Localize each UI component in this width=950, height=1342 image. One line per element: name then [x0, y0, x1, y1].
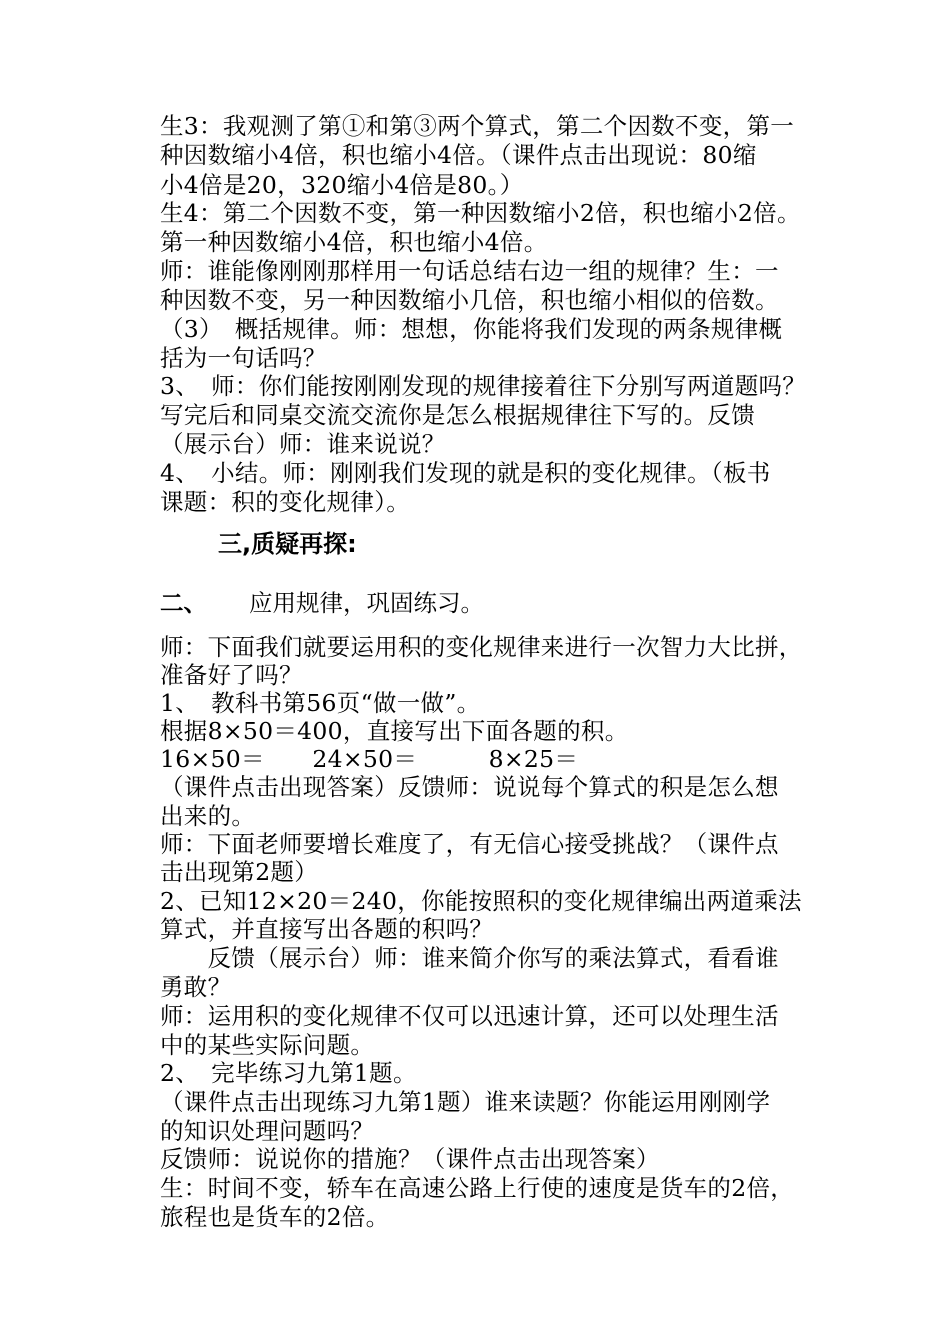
- text-line: 的知识处理问题吗？: [160, 1117, 375, 1145]
- text-line: 师：下面老师要增长难度了，有无信心接受挑战？（课件点: [160, 830, 779, 858]
- text-line: 生：时间不变，轿车在高速公路上行使的速度是货车的2倍，: [160, 1174, 795, 1202]
- text-line: 师：谁能像刚刚那样用一句话总结右边一组的规律？生：一: [160, 257, 779, 285]
- text-line: 16×50＝ 24×50＝ 8×25＝: [160, 745, 579, 773]
- section-number: 二、: [160, 589, 207, 617]
- text-line: 2、已知12×20＝240，你能按照积的变化规律编出两道乘法: [160, 887, 802, 915]
- text-line: 生3：我观测了第①和第③两个算式，第二个因数不变，第一: [160, 112, 795, 140]
- text-line: 根据8×50＝400，直接写出下面各题的积。: [160, 717, 629, 745]
- text-line: 准备好了吗？: [160, 661, 303, 689]
- text-line: 生4：第二个因数不变，第一种因数缩小2倍，积也缩小2倍。: [160, 199, 801, 227]
- text-line: 勇敢？: [160, 973, 232, 1001]
- text-line: 括为一句话吗？: [160, 344, 327, 372]
- section-title: 应用规律，巩固练习。: [249, 589, 484, 617]
- text-line: 反馈师：说说你的措施？（课件点击出现答案）: [160, 1145, 660, 1173]
- text-line: 反馈（展示台）师：谁来简介你写的乘法算式，看看谁: [160, 944, 779, 972]
- text-line: （课件点击出现练习九第1题）谁来读题？你能运用刚刚学: [160, 1088, 771, 1116]
- text-line: 师：运用积的变化规律不仅可以迅速计算，还可以处理生活: [160, 1002, 779, 1030]
- text-line: 课题：积的变化规律）。: [160, 488, 411, 516]
- text-line: 旅程也是货车的2倍。: [160, 1203, 390, 1231]
- text-line: 算式，并直接写出各题的积吗？: [160, 915, 494, 943]
- text-line: 4、 小结。师：刚刚我们发现的就是积的变化规律。（板书: [160, 459, 771, 487]
- text-line: 3、 师：你们能按刚刚发现的规律接着往下分别写两道题吗？: [160, 372, 807, 400]
- text-line: （展示台）师：谁来说说？: [160, 430, 446, 458]
- text-line: 小4倍是20，320缩小4倍是80。）: [160, 171, 524, 199]
- text-line: 出来的。: [160, 802, 256, 830]
- text-line: 第一种因数缩小4倍，积也缩小4倍。: [160, 228, 548, 256]
- section-heading-two: [160, 588, 484, 618]
- section-heading-three: 三,质疑再探:: [218, 530, 357, 558]
- text-line: 1、 教科书第56页“做一做”。: [160, 689, 481, 717]
- text-line: 种因数不变，另一种因数缩小几倍，积也缩小相似的倍数。: [160, 286, 779, 314]
- text-line: （课件点击出现答案）反馈师：说说每个算式的积是怎么想: [160, 773, 779, 801]
- text-line: 击出现第2题）: [160, 858, 319, 886]
- text-line: （3） 概括规律。师：想想，你能将我们发现的两条规律概: [160, 315, 783, 343]
- text-line: 种因数缩小4倍，积也缩小4倍。（课件点击出现说：80缩: [160, 141, 757, 169]
- text-line: 中的某些实际问题。: [160, 1031, 375, 1059]
- text-line: 写完后和同桌交流交流你是怎么根据规律往下写的。反馈: [160, 401, 755, 429]
- text-line: 师：下面我们就要运用积的变化规律来进行一次智力大比拼，: [160, 633, 803, 661]
- text-line: 2、 完毕练习九第1题。: [160, 1059, 417, 1087]
